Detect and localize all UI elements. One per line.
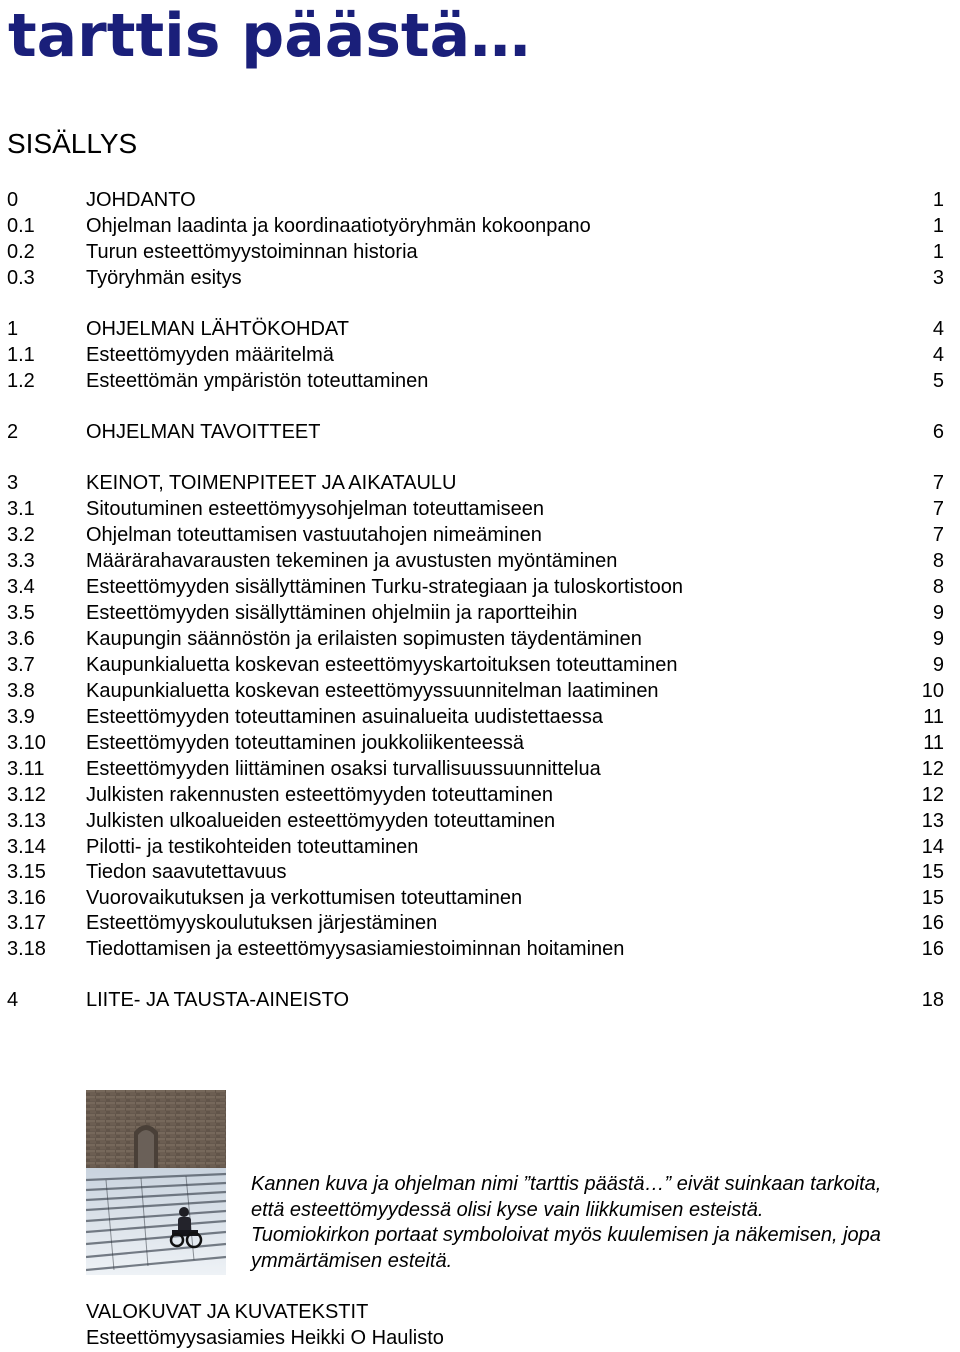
toc-entry[interactable] (0, 496, 960, 522)
toc-entry-title: Esteettömyyskoulutuksen järjestäminen (86, 912, 438, 934)
toc-entry-page: 11 (923, 732, 944, 754)
caption-line: ymmärtämisen esteitä. (251, 1249, 453, 1272)
cover-photo (86, 1090, 226, 1275)
toc-entry-page: 7 (932, 498, 944, 520)
toc-entry-number: 3.10 (7, 732, 46, 754)
toc-entry[interactable] (0, 859, 960, 885)
toc-entry-number: 1.2 (7, 370, 35, 392)
toc-entry-title: JOHDANTO (86, 189, 196, 211)
toc-entry[interactable] (0, 574, 960, 600)
toc-entry[interactable] (0, 600, 960, 626)
toc-entry-number: 1.1 (7, 344, 35, 366)
toc-entry-number: 3.7 (7, 654, 35, 676)
toc-entry-title: Esteettömyyden liittäminen osaksi turvallisuussuunnittelua (86, 758, 601, 780)
toc-entry-number: 3.8 (7, 680, 35, 702)
toc-entry-number: 0 (7, 189, 19, 211)
toc-entry-page: 7 (932, 472, 944, 494)
toc-entry-title: Esteettömyyden toteuttaminen joukkoliikenteessä (86, 732, 525, 754)
toc-entry-page: 1 (932, 189, 944, 211)
toc-entry-title: Ohjelman toteuttamisen vastuutahojen nimeäminen (86, 524, 542, 546)
toc-entry-page: 3 (932, 267, 944, 289)
toc-entry-page: 18 (921, 989, 944, 1011)
toc-entry[interactable] (0, 704, 960, 730)
toc-entry[interactable] (0, 834, 960, 860)
toc-entry-title: Esteettömyyden sisällyttäminen Turku-strategiaan ja tuloskortistoon (86, 576, 683, 598)
toc-entry-number: 0.1 (7, 215, 35, 237)
toc-entry-number: 3 (7, 472, 19, 494)
toc-entry[interactable] (0, 730, 960, 756)
toc-entry-title: Esteettömän ympäristön toteuttaminen (86, 370, 429, 392)
toc-entry-page: 8 (932, 550, 944, 572)
toc-entry-number: 0.3 (7, 267, 35, 289)
toc-entry-title: Julkisten rakennusten esteettömyyden toteuttaminen (86, 784, 553, 806)
caption-line: Tuomiokirkon portaat symboloivat myös kuulemisen ja näkemisen, jopa (251, 1224, 881, 1246)
toc-entry-title: KEINOT, TOIMENPITEET JA AIKATAULU (86, 472, 457, 494)
toc-entry-number: 0.2 (7, 241, 35, 263)
toc-entry-title: OHJELMAN LÄHTÖKOHDAT (86, 318, 349, 340)
toc-entry-number: 1 (7, 318, 19, 340)
toc-entry[interactable] (0, 342, 960, 368)
credits-heading: VALOKUVAT JA KUVATEKSTIT (86, 1301, 369, 1323)
toc-entry-number: 3.1 (7, 498, 35, 520)
toc-entry-title: Pilotti- ja testikohteiden toteuttaminen (86, 836, 419, 858)
toc-entry-page: 16 (921, 912, 944, 934)
toc-entry-page: 5 (932, 370, 944, 392)
toc-entry-number: 3.6 (7, 628, 35, 650)
toc-entry-title: Sitoutuminen esteettömyysohjelman toteuttamiseen (86, 498, 545, 520)
document-title: tarttis päästä… (8, 1, 531, 71)
toc-entry-page: 13 (921, 810, 944, 832)
toc-entry-title: Esteettömyyden toteuttaminen asuinalueita uudistettaessa (86, 706, 603, 728)
toc-entry[interactable] (0, 626, 960, 652)
toc-entry-title: Vuorovaikutuksen ja verkottumisen toteuttaminen (86, 887, 523, 909)
caption-line: Kannen kuva ja ohjelman nimi ”tarttis päästä…” eivät suinkaan tarkoita, (251, 1173, 882, 1195)
toc-entry-number: 3.17 (7, 912, 46, 934)
toc-entry-page: 10 (921, 680, 944, 702)
toc-entry[interactable] (0, 316, 960, 342)
toc-entry-title: Julkisten ulkoalueiden esteettömyyden toteuttaminen (86, 810, 556, 832)
toc-heading: SISÄLLYS (7, 128, 138, 159)
toc-entry-page: 4 (932, 344, 944, 366)
toc-entry-title: Esteettömyyden määritelmä (86, 344, 334, 366)
toc-entry[interactable] (0, 187, 960, 213)
toc-entry[interactable] (0, 678, 960, 704)
toc-entry[interactable] (0, 756, 960, 782)
toc-entry-number: 3.3 (7, 550, 35, 572)
toc-entry[interactable] (0, 265, 960, 291)
toc-entry-page: 4 (932, 318, 944, 340)
toc-entry-page: 1 (932, 241, 944, 263)
toc-entry[interactable] (0, 910, 960, 936)
toc-entry[interactable] (0, 213, 960, 239)
toc-entry-page: 8 (932, 576, 944, 598)
toc-entry[interactable] (0, 368, 960, 394)
toc-entry-number: 3.4 (7, 576, 35, 598)
cover-caption (251, 1172, 960, 1274)
toc-entry[interactable] (0, 885, 960, 911)
toc-entry[interactable] (0, 548, 960, 574)
toc-entry[interactable] (0, 987, 960, 1013)
toc-entry-page: 16 (921, 938, 944, 960)
toc-entry-number: 3.5 (7, 602, 35, 624)
toc-entry-title: OHJELMAN TAVOITTEET (86, 421, 321, 443)
toc-entry-page: 12 (921, 784, 944, 806)
toc-entry-page: 14 (921, 836, 944, 858)
toc-entry-page: 6 (932, 421, 944, 443)
toc-entry-title: Tiedon saavutettavuus (86, 861, 287, 883)
toc-entry-title: Kaupunkialuetta koskevan esteettömyyssuunnitelman laatiminen (86, 680, 659, 702)
toc-entry-title: Tiedottamisen ja esteettömyysasiamiestoiminnan hoitaminen (86, 938, 625, 960)
toc-entry-page: 15 (921, 887, 944, 909)
toc-entry-title: LIITE- JA TAUSTA-AINEISTO (86, 989, 350, 1011)
toc-entry-number: 3.13 (7, 810, 46, 832)
toc-entry-number: 3.9 (7, 706, 35, 728)
toc-entry-title: Kaupungin säännöstön ja erilaisten sopimusten täydentäminen (86, 628, 642, 650)
toc-entry-page: 12 (921, 758, 944, 780)
toc-entry[interactable] (0, 782, 960, 808)
toc-entry-title: Työryhmän esitys (86, 267, 242, 289)
toc-entry-page: 9 (932, 654, 944, 676)
toc-entry[interactable] (0, 808, 960, 834)
toc-entry-number: 2 (7, 421, 19, 443)
toc-entry-title: Kaupunkialuetta koskevan esteettömyyskartoituksen toteuttaminen (86, 654, 678, 676)
toc-entry[interactable] (0, 419, 960, 445)
toc-entry-title: Ohjelman laadinta ja koordinaatiotyöryhmän kokoonpano (86, 215, 591, 237)
toc-entry-page: 9 (932, 602, 944, 624)
toc-entry-number: 3.16 (7, 887, 46, 909)
photo-credits (86, 1299, 444, 1351)
toc-entry[interactable] (0, 239, 960, 265)
toc-entry-number: 4 (7, 989, 19, 1011)
toc-entry-page: 11 (923, 706, 944, 728)
toc-entry-title: Esteettömyyden sisällyttäminen ohjelmiin ja raportteihin (86, 602, 578, 624)
toc-entry-page: 15 (921, 861, 944, 883)
toc-entry-title: Turun esteettömyystoiminnan historia (86, 241, 418, 263)
toc-entry-number: 3.12 (7, 784, 46, 806)
toc-entry[interactable] (0, 936, 960, 962)
caption-line: että esteettömyydessä olisi kyse vain liikkumisen esteistä. (251, 1198, 764, 1221)
toc-entry-page: 7 (932, 524, 944, 546)
toc-entry[interactable] (0, 652, 960, 678)
toc-entry-number: 3.2 (7, 524, 35, 546)
toc-entry-title: Määrärahavarausten tekeminen ja avustusten myöntäminen (86, 550, 618, 572)
toc-entry-number: 3.11 (7, 758, 45, 780)
toc-entry-page: 9 (932, 628, 944, 650)
toc-entry-number: 3.14 (7, 836, 46, 858)
toc-entry-number: 3.18 (7, 938, 46, 960)
credits-author: Esteettömyysasiamies Heikki O Haulisto (86, 1327, 444, 1349)
toc-entry[interactable] (0, 470, 960, 496)
toc-entry-number: 3.15 (7, 861, 46, 883)
toc-entry[interactable] (0, 522, 960, 548)
toc-entry-page: 1 (932, 215, 944, 237)
